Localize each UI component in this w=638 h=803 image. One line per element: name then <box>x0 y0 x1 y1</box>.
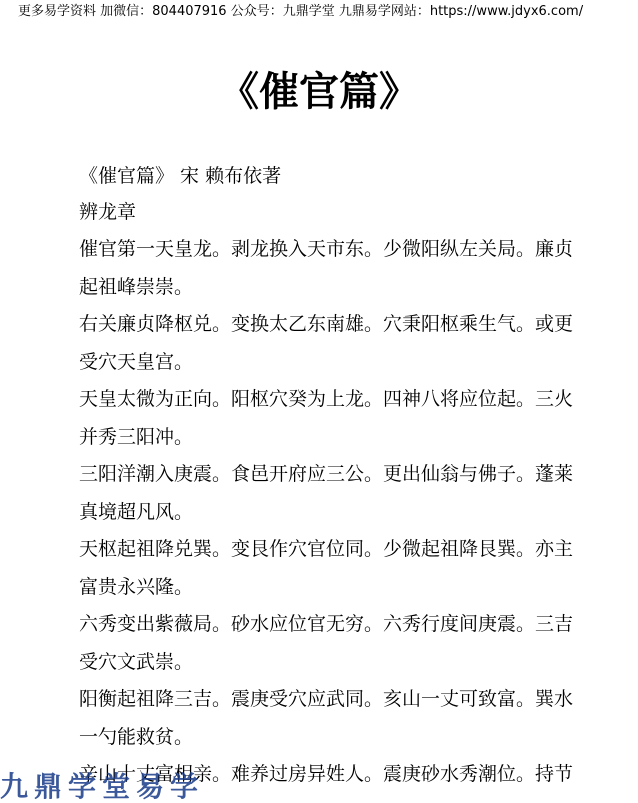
text-line: 起祖峰崇崇。 <box>79 275 194 298</box>
text-line: 催官第一天皇龙。剥龙换入天市东。少微阳纵左关局。廉贞 <box>79 238 574 260</box>
text-line: 一勺能救贫。 <box>79 725 194 748</box>
header-promo-text: 更多易学资料 加微信：804407916 公众号：九鼎学堂 九鼎易学网站：https://www.jdyx6.com/ <box>0 0 638 24</box>
watermark-text: 九鼎学堂易学 <box>0 770 205 803</box>
document-meta-line: 《催官篇》 宋 赖布依著 <box>79 165 282 187</box>
text-line: 辛山十丈富相亲。难养过房异姓人。震庚砂水秀潮位。持节 <box>79 763 574 785</box>
text-line: 天枢起祖降兑巽。变艮作穴官位同。少微起祖降艮巽。亦主 <box>79 538 574 560</box>
text-line: 阳衡起祖降三吉。震庚受穴应武同。亥山一丈可致富。巽水 <box>79 688 574 710</box>
document-body <box>79 158 599 794</box>
chapter-heading: 辨龙章 <box>79 201 137 223</box>
text-line: 受穴天皇宫。 <box>79 350 194 373</box>
text-line: 真境超凡风。 <box>79 500 194 523</box>
text-line: 受穴文武崇。 <box>79 650 194 673</box>
text-line: 富贵永兴隆。 <box>79 575 194 598</box>
text-line: 三阳洋潮入庚震。食邑开府应三公。更出仙翁与佛子。蓬莱 <box>79 463 574 485</box>
watermark-logo <box>0 770 330 803</box>
text-line: 天皇太微为正向。阳枢穴癸为上龙。四神八将应位起。三火 <box>79 388 574 410</box>
document-title: 《催官篇》 <box>219 69 419 115</box>
text-line: 右关廉贞降枢兑。变换太乙东南雄。穴秉阳枢乘生气。或更 <box>79 313 574 335</box>
text-line: 并秀三阳冲。 <box>79 425 194 448</box>
text-line: 六秀变出紫薇局。砂水应位官无穷。六秀行度间庚震。三吉 <box>79 613 574 635</box>
